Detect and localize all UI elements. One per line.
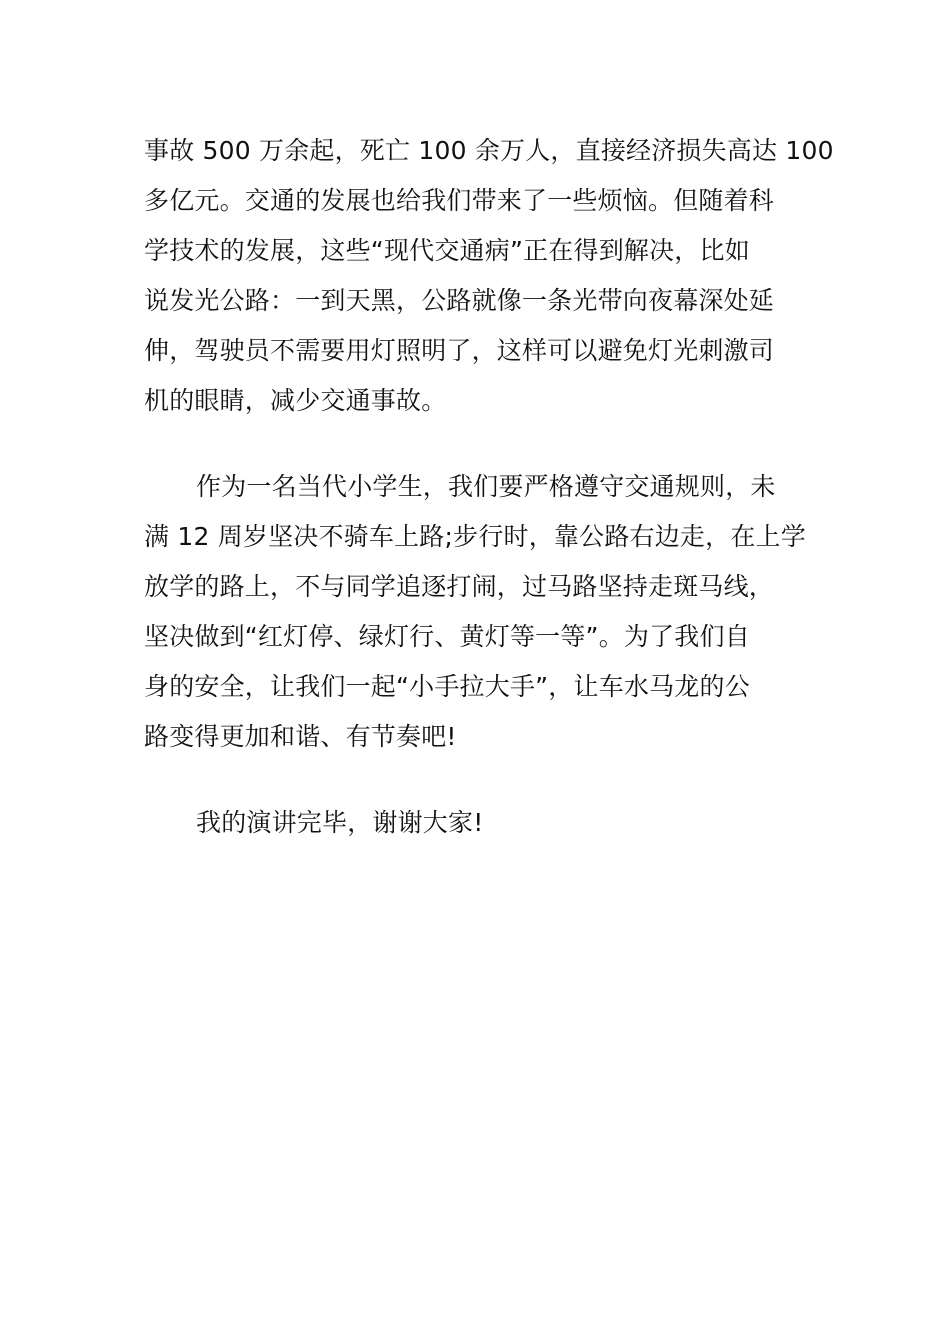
paragraph-2 [144,462,808,762]
text-line: 学技术的发展，这些“现代交通病”正在得到解决，比如 [144,236,750,265]
paragraph-spacer [144,426,808,462]
paragraph-3 [144,798,808,848]
text-line: 路变得更加和谐、有节奏吧! [144,722,457,751]
text-line: 作为一名当代小学生，我们要严格遵守交通规则，未 [196,472,776,501]
text-line: 满 12 周岁坚决不骑车上路;步行时，靠公路右边走，在上学 [144,522,806,551]
text-line: 多亿元。交通的发展也给我们带来了一些烦恼。但随着科 [144,186,775,215]
text-line: 我的演讲完毕，谢谢大家! [196,808,484,837]
text-line: 伸，驾驶员不需要用灯照明了，这样可以避免灯光刺激司 [144,336,775,365]
text-line: 事故 500 万余起，死亡 100 余万人，直接经济损失高达 100 [144,136,834,165]
text-line: 说发光公路：一到天黑，公路就像一条光带向夜幕深处延 [144,286,775,315]
text-line: 放学的路上，不与同学追逐打闹，过马路坚持走斑马线， [144,572,775,601]
paragraph-1 [144,126,834,426]
speech-body-text [144,126,834,848]
text-line: 机的眼睛，减少交通事故。 [144,386,447,415]
text-line: 身的安全，让我们一起“小手拉大手”，让车水马龙的公 [144,672,750,701]
text-line: 坚决做到“红灯停、绿灯行、黄灯等一等”。为了我们自 [144,622,750,651]
paragraph-spacer [144,762,808,798]
